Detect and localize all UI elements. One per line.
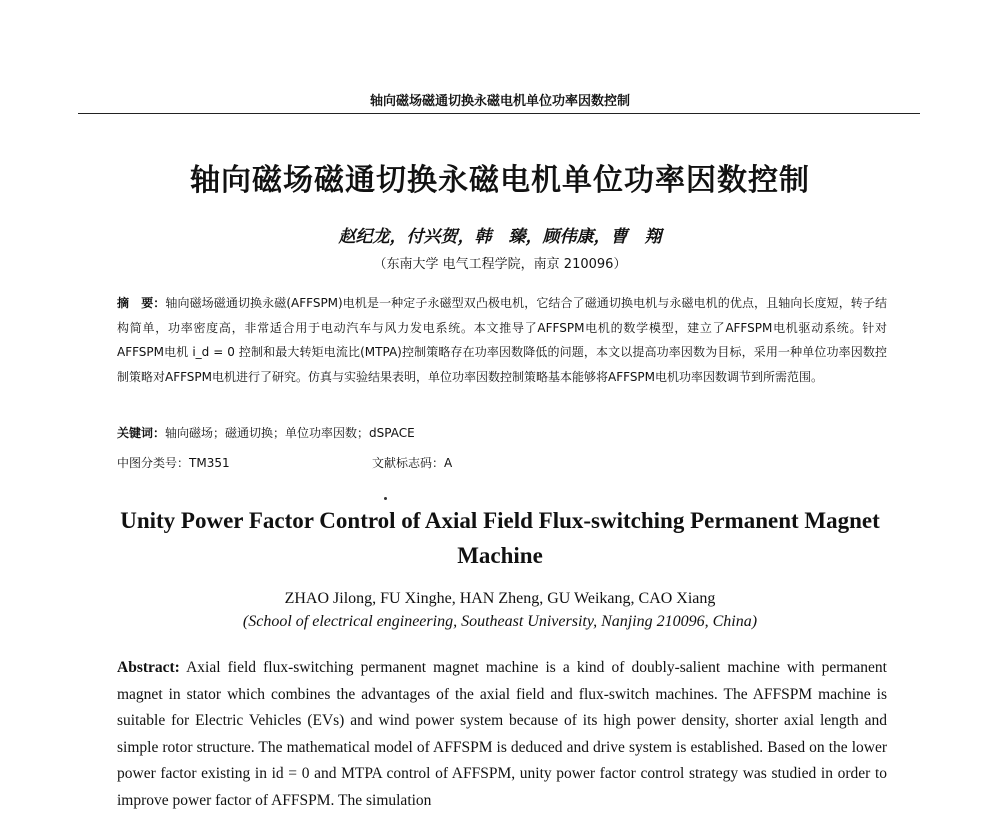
english-abstract-text: Axial field flux-switching permanent magnet machine is a kind of doubly-salient machine with permanent magnet in stator which combines the advantages of the axial field and flux-switch machines. The AFFSPM machine is suitable for Electric Vehicles (EVs) and wind power system because of its high power density, shorter axial length and simple rotor structure. The mathematical model of AFFSPM is deduced and drive system is established. Based on the lower power factor existing in id = 0 and MTPA control of AFFSPM, unity power factor control strategy was studied in order to improve power factor of AFFSPM. The simulation [117,659,887,809]
keywords-text: 轴向磁场；磁通切换；单位功率因数；dSPACE [165,426,415,440]
running-head: 轴向磁场磁通切换永磁电机单位功率因数控制 [369,94,630,109]
chinese-affiliation: （东南大学 电气工程学院，南京 210096） [373,257,627,272]
chinese-authors: 赵纪龙，付兴贺，韩 臻，顾伟康，曹 翔 [338,227,662,247]
clc-label: 中图分类号： [117,456,190,470]
chinese-keywords [117,424,415,441]
english-authors: ZHAO Jilong, FU Xinghe, HAN Zheng, GU Weikang, CAO Xiang [284,590,716,607]
clc-number [117,454,230,471]
document-code-value: A [444,456,453,470]
english-abstract-label: Abstract: [117,659,180,676]
document-code [372,454,452,471]
chinese-abstract-label: 摘 要： [117,296,166,310]
chinese-abstract-text: 轴向磁场磁通切换永磁(AFFSPM)电机是一种定子永磁型双凸极电机，它结合了磁通切换电机与永磁电机的优点，且轴向长度短，转子结构简单，功率密度高，非常适合用于电动汽车与风力发电系统。本文推导了AFFSPM电机的数学模型，建立了AFFSPM电机驱动系统。针对AFFSPM电机 i_d = 0 控制和最大转矩电流比(MTPA)控制策略存在功率因数降低的问题，本文以提高功率因数为目标，采用一种单位功率因数控制策略对AFFSPM电机进行了研究。仿真与实验结果表明，单位功率因数控制策略基本能够将AFFSPM电机功率因数调节到所需范围。 [117,296,887,384]
clc-value: TM351 [189,456,230,470]
document-code-label: 文献标志码： [372,456,445,470]
english-abstract [117,655,887,814]
chinese-title: 轴向磁场磁通切换永磁电机单位功率因数控制 [190,163,810,198]
chinese-abstract [117,291,887,389]
header-rule [78,113,920,114]
english-affiliation: (School of electrical engineering, Southeast University, Nanjing 210096, China) [242,613,758,630]
english-title: Unity Power Factor Control of Axial Field Flux-switching Permanent Magnet Machine [120,508,880,568]
keywords-label: 关键词： [117,426,166,440]
stray-dot [384,497,387,500]
